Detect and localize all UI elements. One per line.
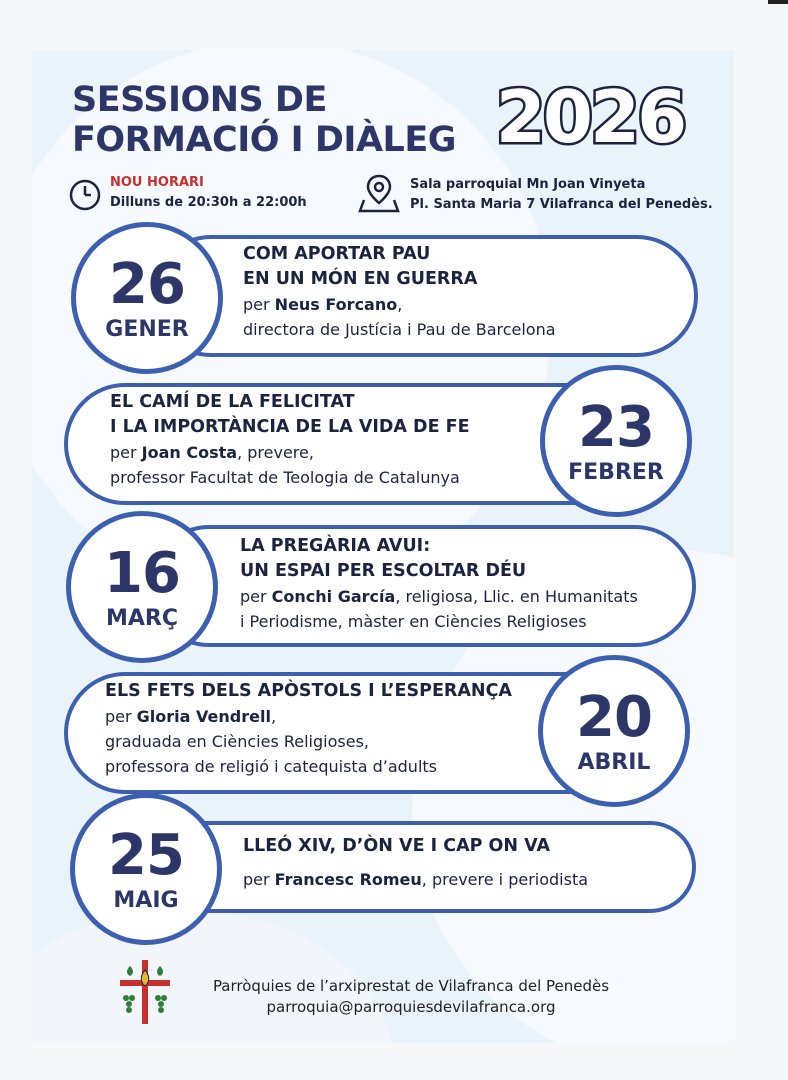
session-text-4 <box>105 679 512 779</box>
session-day: 26 <box>109 252 185 317</box>
clock-icon <box>68 178 102 212</box>
date-badge-1 <box>71 222 223 374</box>
session-title-line-2: UN ESPAI PER ESCOLTAR DÉU <box>240 561 527 581</box>
session-title-line-1: ELS FETS DELS APÒSTOLS I L’ESPERANÇA <box>105 681 512 701</box>
session-speaker-line: per Gloria Vendrell, <box>105 707 277 726</box>
session-month: MARÇ <box>105 606 178 631</box>
poster-title <box>72 80 456 160</box>
session-month: ABRIL <box>577 750 651 775</box>
session-text-2 <box>110 390 470 490</box>
session-title: LLEÓ XIV, D’ÒN VE I CAP ON VA <box>243 836 551 856</box>
session-month: MAIG <box>113 888 179 913</box>
session-title-line-1: COM APORTAR PAU <box>243 244 431 264</box>
session-title-line-2: EN UN MÓN EN GUERRA <box>243 269 478 289</box>
session-text-1 <box>243 242 556 342</box>
session-month: GENER <box>105 317 189 342</box>
session-day: 20 <box>576 685 652 750</box>
date-badge-4 <box>538 655 690 807</box>
footer <box>196 976 626 1018</box>
session-speaker-line: per Francesc Romeu, prevere i periodista <box>243 870 589 889</box>
session-description-2: professora de religió i catequista d’adults <box>105 757 437 776</box>
session-description: professor Facultat de Teologia de Catalunya <box>110 468 460 487</box>
scan-edge-mark <box>768 0 788 4</box>
speaker-name: Neus Forcano <box>274 295 398 314</box>
date-badge-3 <box>66 511 218 663</box>
session-day: 16 <box>104 541 180 606</box>
footer-organization: Parròquies de l’arxiprestat de Vilafranca del Penedès <box>212 977 610 995</box>
year-outline-text <box>490 64 690 164</box>
session-description: directora de Justícia i Pau de Barcelona <box>243 320 556 339</box>
session-day: 25 <box>108 823 184 888</box>
session-speaker-line: per Conchi García, religiosa, Llic. en Humanitats <box>240 587 638 606</box>
location-line-1: Sala parroquial Mn Joan Vinyeta <box>410 177 646 192</box>
session-speaker-line: per Joan Costa, prevere, <box>110 443 314 462</box>
location-line-2: Pl. Santa Maria 7 Vilafranca del Penedès. <box>410 197 713 212</box>
session-title-line-1: LA PREGÀRIA AVUI: <box>240 536 431 556</box>
speaker-name: Gloria Vendrell <box>136 707 271 726</box>
session-title-line-1: EL CAMÍ DE LA FELICITAT <box>110 392 355 412</box>
parish-emblem-icon <box>116 958 174 1026</box>
session-day: 23 <box>578 395 654 460</box>
session-speaker-line: per Neus Forcano, <box>243 295 403 314</box>
footer-email[interactable]: parroquia@parroquiesdevilafranca.org <box>266 998 556 1016</box>
title-line-2: FORMACIÓ I DIÀLEG <box>72 120 456 160</box>
session-text-3 <box>240 534 638 634</box>
map-pin-icon <box>358 172 400 214</box>
svg-text:2026: 2026 <box>495 75 685 159</box>
schedule-time: Dilluns de 20:30h a 22:00h <box>110 195 307 210</box>
session-text-5 <box>243 834 588 892</box>
speaker-name: Francesc Romeu <box>274 870 422 889</box>
schedule-label: NOU HORARI <box>110 175 204 190</box>
schedule-info <box>110 173 307 213</box>
speaker-name: Conchi García <box>271 587 396 606</box>
speaker-name: Joan Costa <box>141 443 238 462</box>
session-description: i Periodisme, màster en Ciències Religioses <box>240 612 587 631</box>
date-badge-5 <box>70 793 222 945</box>
location-info <box>410 175 713 215</box>
title-line-1: SESSIONS DE <box>72 80 327 120</box>
date-badge-2 <box>540 365 692 517</box>
session-description: graduada en Ciències Religioses, <box>105 732 369 751</box>
session-month: FEBRER <box>568 460 664 485</box>
session-title-line-2: I LA IMPORTÀNCIA DE LA VIDA DE FE <box>110 417 470 437</box>
